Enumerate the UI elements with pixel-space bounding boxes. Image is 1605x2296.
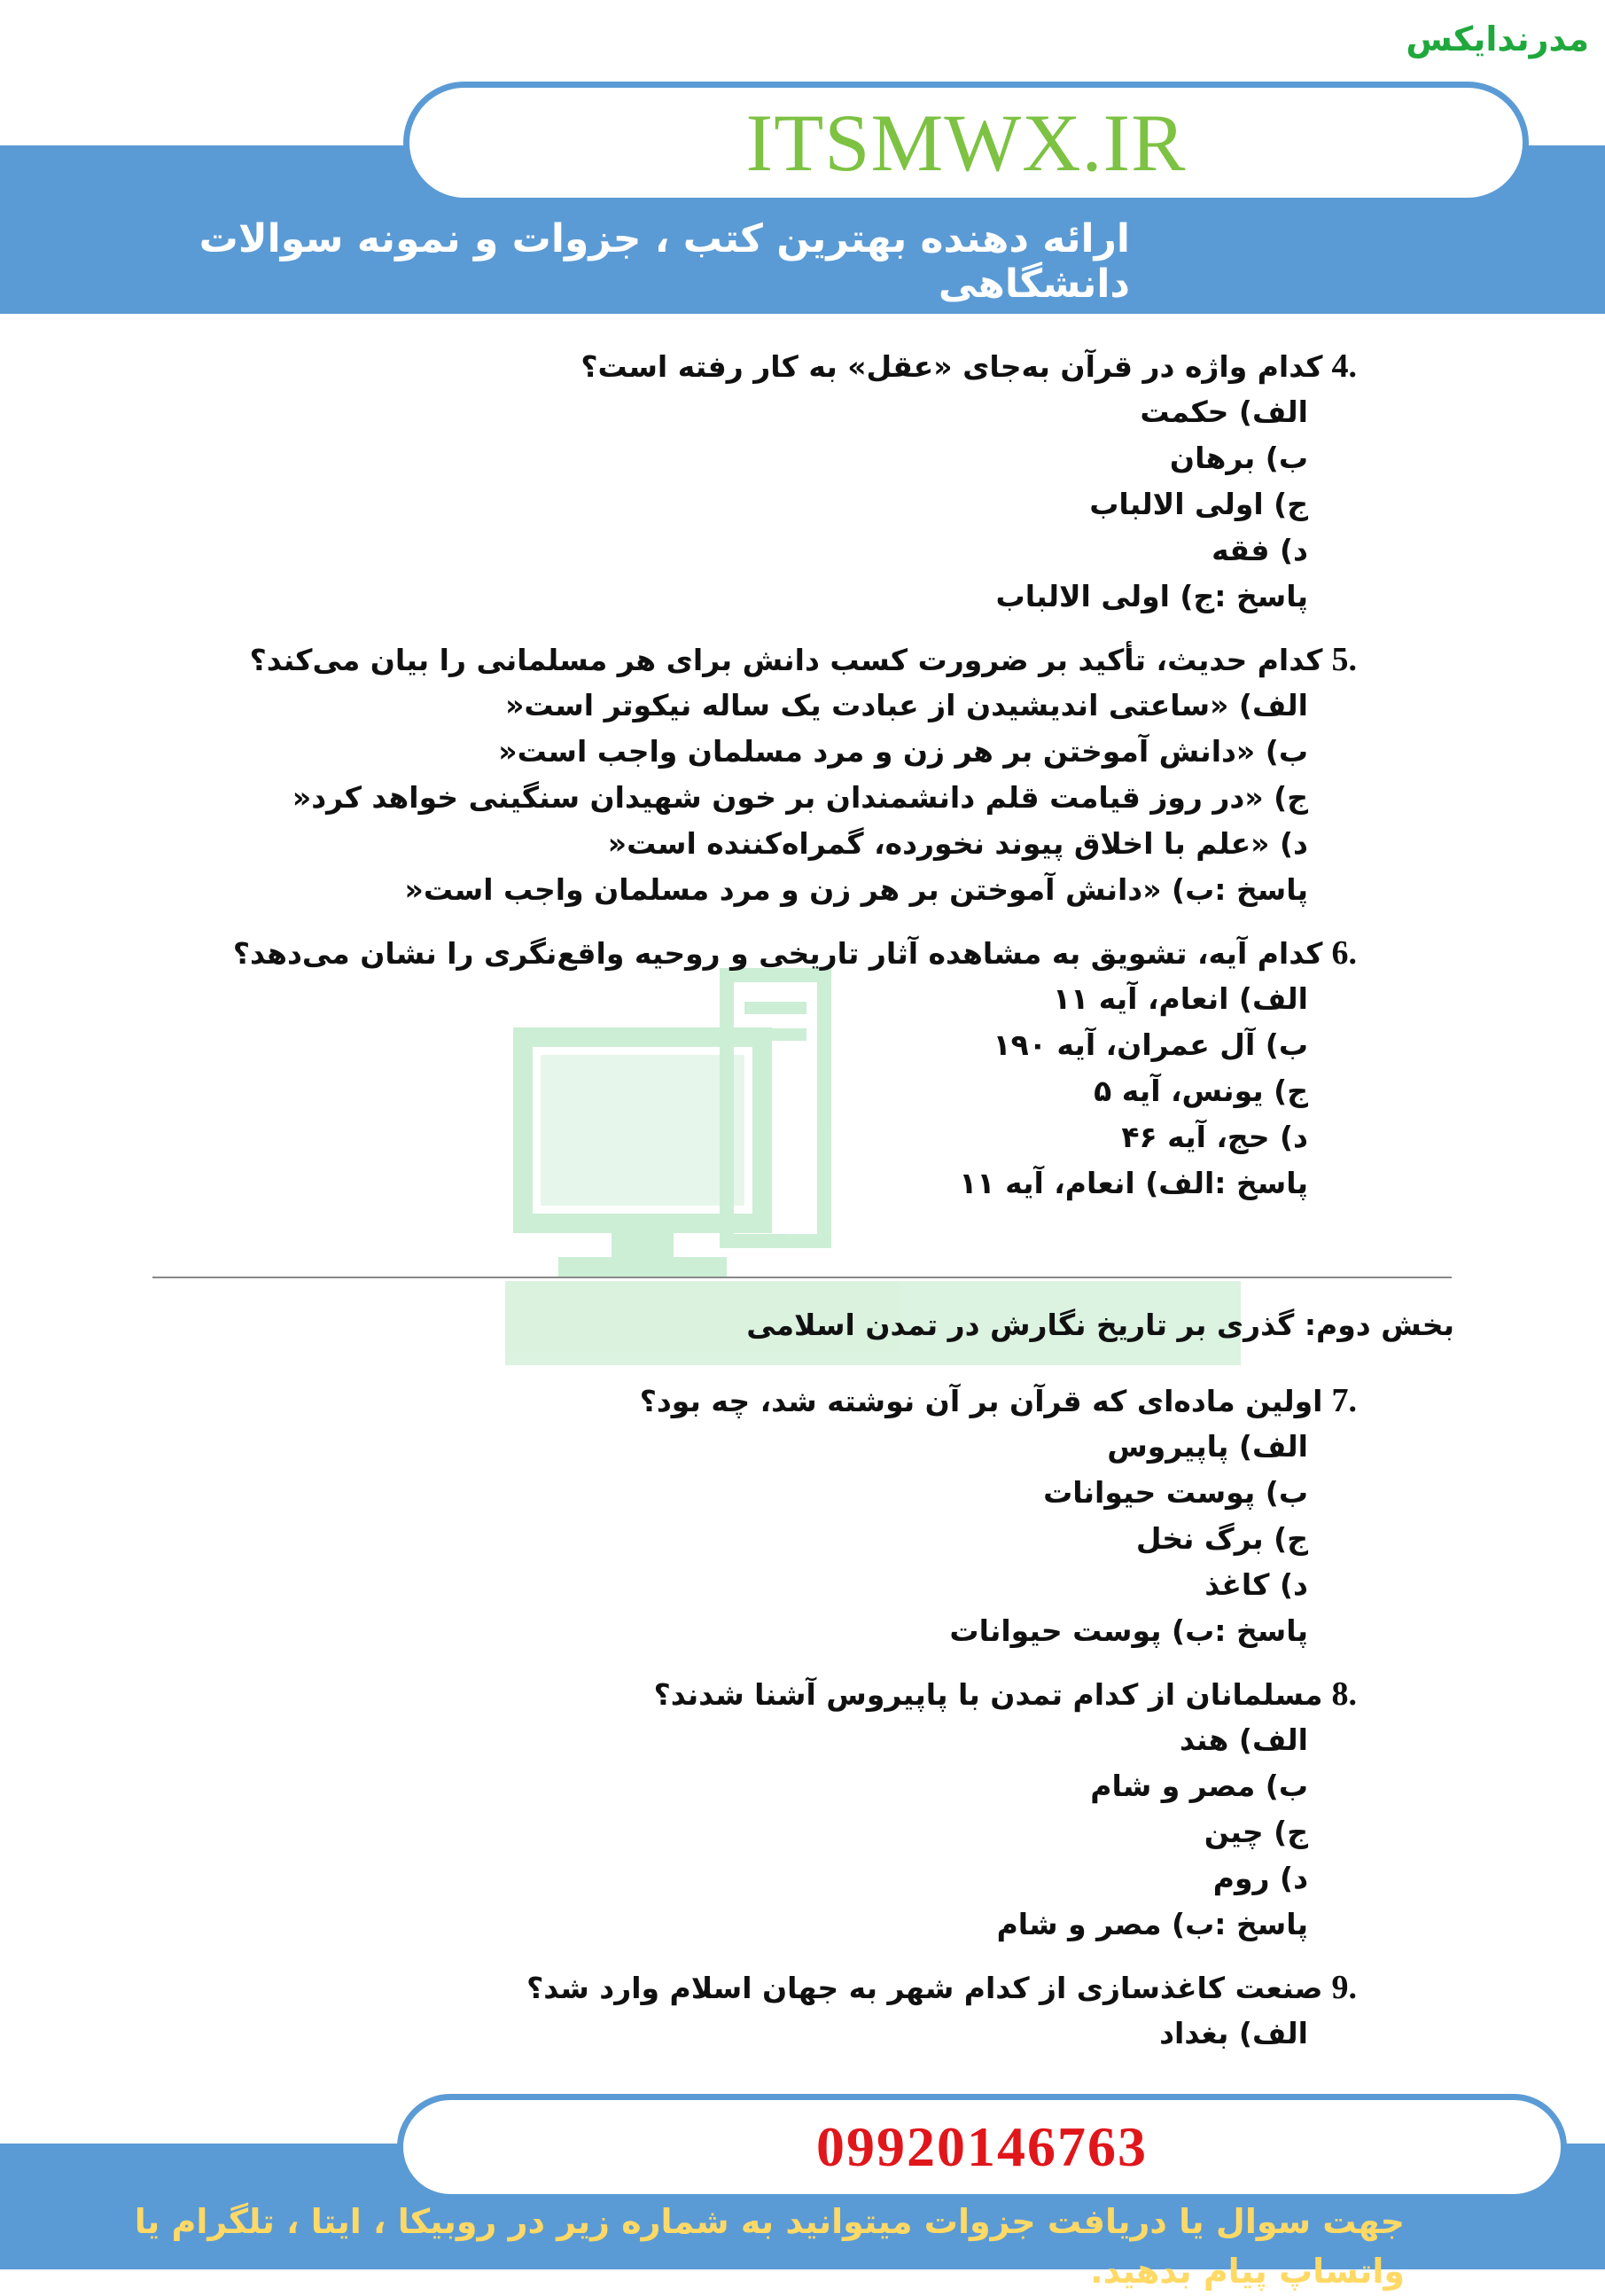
- questions-part1: [205, 344, 1357, 1224]
- option: ب) پوست حیوانات: [1043, 1475, 1308, 1510]
- option: ب) «دانش آموختن بر هر زن و مرد مسلمان واجب است«: [498, 734, 1308, 769]
- question-text: کدام آیه، تشویق به مشاهده آثار تاریخی و روحیه واقع‌نگری را نشان می‌دهد؟: [232, 936, 1323, 971]
- question-number: .5: [1331, 641, 1357, 678]
- question-number: .9: [1331, 1969, 1357, 2006]
- question-text: کدام حدیث، تأکید بر ضرورت کسب دانش برای هر مسلمانی را بیان می‌کند؟: [249, 643, 1323, 677]
- question-text: صنعت کاغذسازی از کدام شهر به جهان اسلام وارد شد؟: [526, 1971, 1323, 2005]
- option: الف) پاپیروس: [1107, 1429, 1308, 1464]
- questions-part2: [205, 1378, 1357, 2074]
- brand-logo-text: مدرندایکس: [1406, 20, 1589, 59]
- header-pill: [403, 82, 1529, 204]
- option: ج) برگ نخل: [1135, 1521, 1308, 1556]
- footer-pill: [397, 2094, 1567, 2200]
- question-number: .8: [1331, 1675, 1357, 1713]
- section-2-heading: بخش دوم: گذری بر تاریخ نگارش در تمدن اسلامی: [746, 1308, 1454, 1342]
- option: الف) حکمت: [1140, 394, 1308, 429]
- question-text: مسلمانان از کدام تمدن با پاپیروس آشنا شدند؟: [653, 1677, 1323, 1712]
- option: د) روم: [1212, 1861, 1308, 1895]
- question-6: [205, 931, 1357, 1207]
- option: ج) چین: [1204, 1815, 1308, 1849]
- option: ج) یونس، آیه ۵: [1094, 1074, 1308, 1108]
- option: د) «علم با اخلاق پیوند نخورده، گمراه‌کننده است«: [607, 826, 1308, 861]
- question-number: .6: [1331, 934, 1357, 972]
- answer: پاسخ :ب) «دانش آموختن بر هر زن و مرد مسلمان واجب است«: [404, 872, 1308, 907]
- question-number: .4: [1331, 348, 1357, 385]
- footer-contact-text: جهت سوال یا دریافت جزوات میتوانید به شماره زیر در روبیکا ، ایتا ، تلگرام یا واتساپ پیام بدهید.: [134, 2202, 1405, 2291]
- option: د) حج، آیه ۴۶: [1121, 1120, 1308, 1154]
- option: ج) اولی الالباب: [1089, 487, 1308, 521]
- question-text: اولین ماده‌ای که قرآن بر آن نوشته شد، چه بود؟: [639, 1384, 1323, 1418]
- question-text: کدام واژه در قرآن به‌جای «عقل» به کار رفته است؟: [580, 349, 1323, 384]
- question-7: [205, 1378, 1357, 1654]
- option: ب) مصر و شام: [1090, 1769, 1308, 1803]
- answer: پاسخ :ج) اولی الالباب: [995, 579, 1308, 613]
- option: الف) بغداد: [1159, 2016, 1308, 2050]
- option: د) کاغذ: [1204, 1567, 1308, 1602]
- option: د) فقه: [1212, 533, 1308, 567]
- answer: پاسخ :ب) پوست حیوانات: [949, 1613, 1308, 1648]
- answer: پاسخ :الف) انعام، آیه ۱۱: [959, 1166, 1308, 1200]
- question-9: [205, 1965, 1357, 2057]
- section-divider: [152, 1277, 1452, 1278]
- option: الف) انعام، آیه ۱۱: [1052, 981, 1308, 1016]
- site-title[interactable]: ITSMWX.IR: [745, 98, 1187, 188]
- option: ج) «در روز قیامت قلم دانشمندان بر خون شهیدان سنگینی خواهد کرد«: [292, 780, 1308, 815]
- header-subtitle: ارائه دهنده بهترین کتب ، جزوات و نمونه سوالات دانشگاهی: [199, 216, 1130, 307]
- contact-phone[interactable]: 09920146763: [816, 2115, 1148, 2178]
- question-4: [205, 344, 1357, 620]
- question-number: .7: [1331, 1382, 1357, 1419]
- option: ب) برهان: [1169, 441, 1308, 475]
- answer: پاسخ :ب) مصر و شام: [996, 1907, 1308, 1941]
- question-8: [205, 1672, 1357, 1948]
- question-5: [205, 637, 1357, 913]
- option: الف) «ساعتی اندیشیدن از عبادت یک ساله نیکوتر است«: [505, 688, 1308, 722]
- option: الف) هند: [1180, 1722, 1308, 1757]
- option: ب) آل عمران، آیه ۱۹۰: [993, 1027, 1308, 1062]
